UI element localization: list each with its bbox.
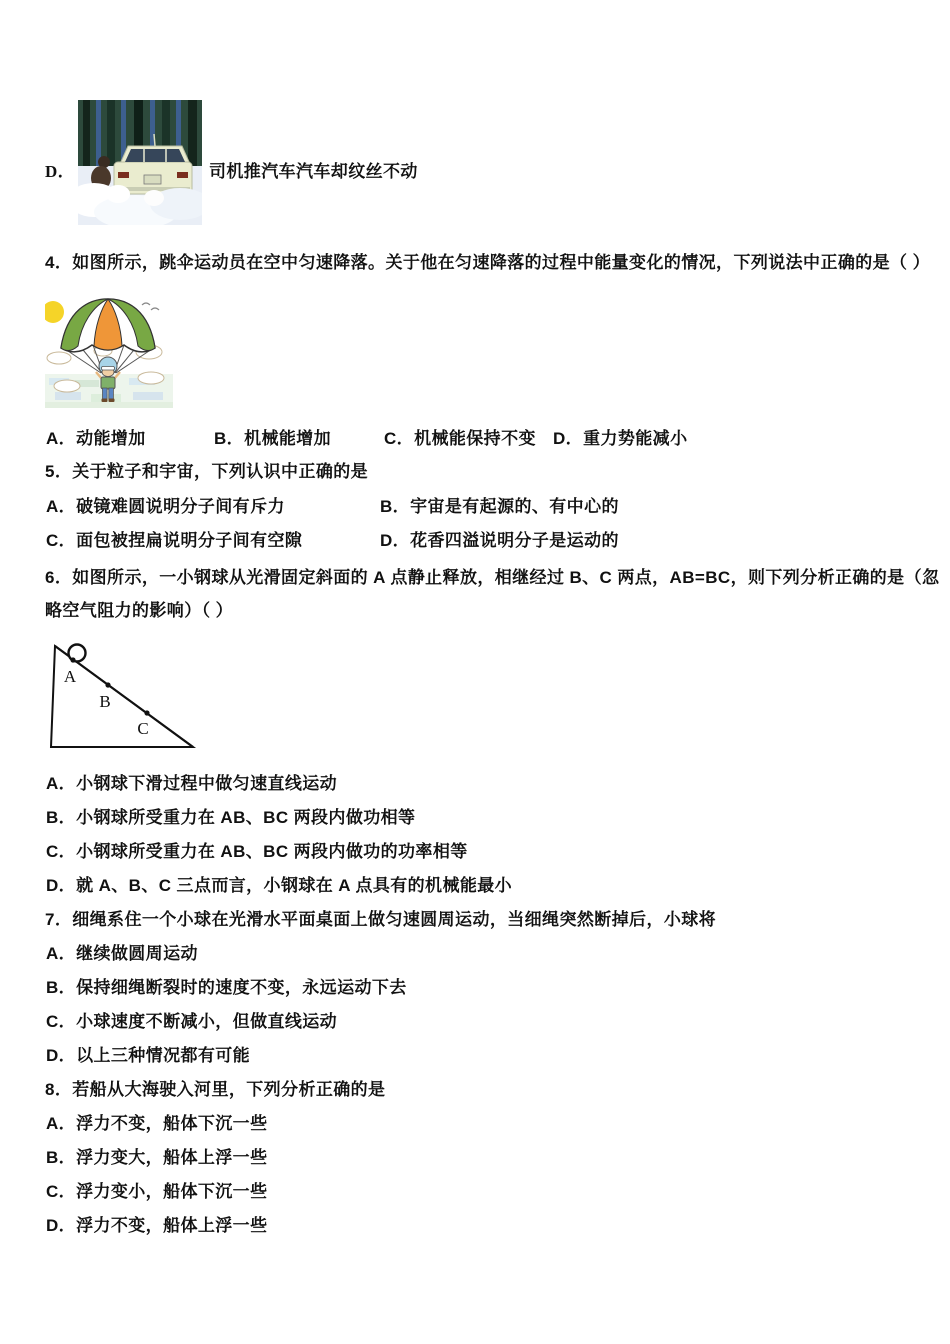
q4-option-b: B．机械能增加 (214, 429, 332, 448)
birds-icon (142, 303, 159, 310)
q4-option-d: D．重力势能减小 (553, 429, 688, 448)
q8-option-c: C．浮力变小，船体下沉一些 (46, 1182, 268, 1201)
q8-stem: 8．若船从大海驶入河里，下列分析正确的是 (45, 1080, 386, 1099)
car-antenna (154, 134, 155, 146)
parachute-canopy (61, 299, 155, 352)
taillight-right (177, 172, 188, 178)
point-a-dot (70, 657, 75, 662)
q6-option-d: D．就 A、B、C 三点而言，小钢球在 A 点具有的机械能最小 (46, 876, 513, 895)
q8-option-d: D．浮力不变，船体上浮一些 (46, 1216, 268, 1235)
q4-stem: 4．如图所示，跳伞运动员在空中匀速降落。关于他在匀速降落的过程中能量变化的情况，下列说法中正确的是（ ） (45, 253, 930, 272)
incline-label-c: C (137, 719, 149, 738)
q8-option-b: B．浮力变大，船体上浮一些 (46, 1148, 268, 1167)
q7-option-c: C．小球速度不断减小，但做直线运动 (46, 1012, 338, 1031)
q5-option-d: D．花香四溢说明分子是运动的 (380, 531, 619, 550)
incline-diagram (48, 640, 200, 754)
q7-stem: 7．细绳系住一个小球在光滑水平面桌面上做匀速圆周运动，当细绳突然断掉后，小球将 (45, 910, 717, 929)
q7-option-a: A．继续做圆周运动 (46, 944, 198, 963)
sun-icon (45, 301, 64, 323)
point-b-dot (105, 682, 110, 687)
q6-option-c: C．小钢球所受重力在 AB、BC 两段内做功的功率相等 (46, 842, 468, 861)
q7-option-d: D．以上三种情况都有可能 (46, 1046, 251, 1065)
car-stuck-in-snow-photo (78, 100, 202, 225)
point-c-dot (144, 710, 149, 715)
q6-stem-line1: 6．如图所示，一小钢球从光滑固定斜面的 A 点静止释放，相继经过 B、C 两点，AB=BC，则下列分析正确的是（忽 (45, 568, 940, 587)
q8-option-a: A．浮力不变，船体下沉一些 (46, 1114, 268, 1133)
option-d-letter: D． (45, 162, 76, 181)
license-plate (144, 175, 161, 184)
q6-option-b: B．小钢球所受重力在 AB、BC 两段内做功相等 (46, 808, 416, 827)
q6-stem-line2: 略空气阻力的影响）（ ） (45, 601, 234, 620)
incline-label-b: B (99, 692, 111, 711)
incline-label-a: A (63, 667, 77, 686)
option-d-caption: 司机推汽车汽车却纹丝不动 (209, 162, 418, 181)
q7-option-b: B．保持细绳断裂时的速度不变，永远运动下去 (46, 978, 407, 997)
car-window (125, 149, 185, 162)
taillight-left (118, 172, 129, 178)
q5-option-c: C．面包被捏扁说明分子间有空隙 (46, 531, 303, 550)
q4-option-a: A．动能增加 (46, 429, 146, 448)
q5-option-b: B．宇宙是有起源的、有中心的 (380, 497, 619, 516)
goggles (102, 367, 115, 371)
q6-option-a: A．小钢球下滑过程中做匀速直线运动 (46, 774, 338, 793)
q4-option-c: C．机械能保持不变 (384, 429, 536, 448)
q5-stem: 5．关于粒子和宇宙，下列认识中正确的是 (45, 462, 369, 481)
parachutist-cartoon (45, 296, 173, 412)
q5-option-a: A．破镜难圆说明分子间有斥力 (46, 497, 285, 516)
